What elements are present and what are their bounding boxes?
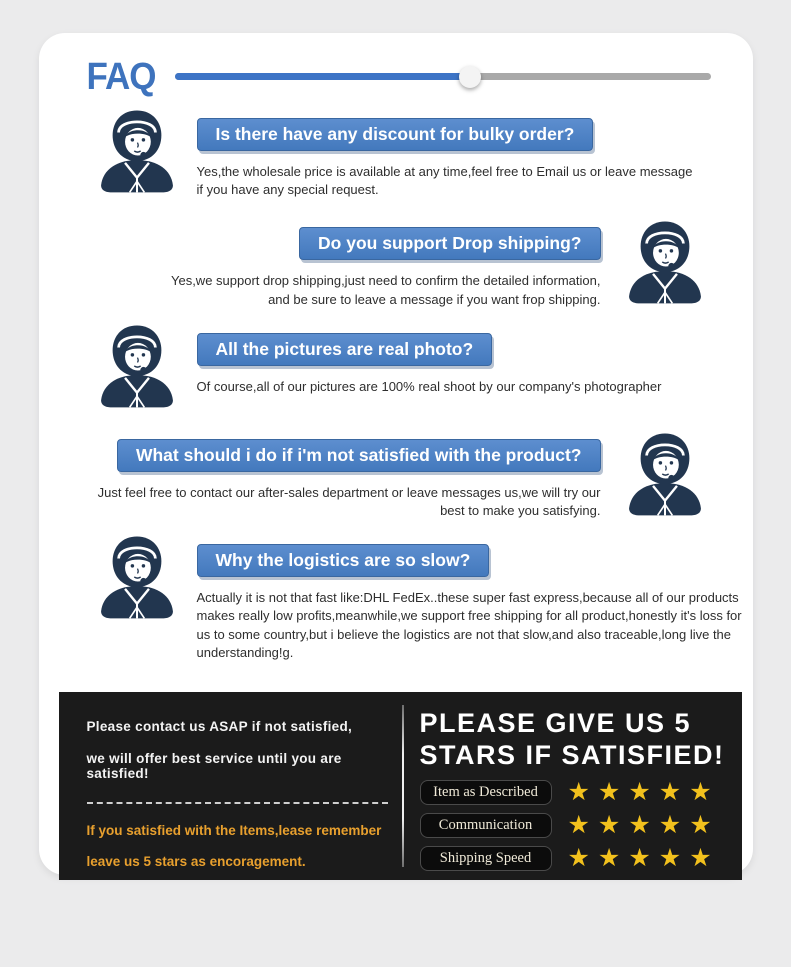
question-button-5[interactable]: Why the logistics are so slow? (197, 544, 490, 577)
star-icon: ★ (628, 777, 659, 806)
support-agent-icon (617, 427, 713, 519)
rating-title-line-2: STARS IF SATISFIED! (419, 740, 725, 771)
service-line-4: leave us 5 stars as encoragement. (86, 853, 306, 869)
rating-stars (567, 810, 720, 839)
question-button-3[interactable]: All the pictures are real photo? (197, 333, 493, 366)
star-icon: ★ (658, 810, 690, 839)
rating-row (420, 777, 732, 806)
question-button-1[interactable]: Is there have any discount for bulky order? (197, 118, 594, 151)
rating-row (420, 810, 732, 839)
star-icon: ★ (567, 843, 598, 872)
service-line-2: we will offer best service until you are satisfied! (86, 750, 342, 781)
answer-text-5: Actually it is not that fast like:DHL FedEx..these super fast express,because all of our products makes really low profits,meanwhile,we support free shipping for all product,honestly it's loss for us to some country,but i believe the logistics are not that slow,and also traceable,long live the understanding!g. (196, 590, 742, 660)
answer-text-3: Of course,all of our pictures are 100% real shoot by our company's photographer (196, 378, 662, 394)
rating-label-shipping-speed: Shipping Speed (420, 846, 552, 871)
service-line-1: Please contact us ASAP if not satisfied, (86, 718, 353, 734)
support-agent-icon (89, 104, 185, 196)
rating-title-line-1: PLEASE GIVE US 5 (419, 707, 692, 738)
service-message-panel (59, 692, 402, 880)
faq-header (39, 33, 753, 98)
rating-stars (567, 777, 720, 806)
rating-panel (404, 692, 742, 880)
answer-text-1: Yes,the wholesale price is available at any time,feel free to Email us or leave message if you have any special request. (196, 164, 693, 198)
star-icon: ★ (658, 843, 690, 872)
rating-label-item-described: Item as Described (420, 780, 552, 805)
star-icon: ★ (689, 843, 720, 872)
answer-text-4: Just feel free to contact our after-sales department or leave messages us,we will try our best to make you satisfying. (97, 484, 601, 518)
star-icon: ★ (567, 810, 598, 839)
star-icon: ★ (628, 810, 659, 839)
slider-fill (175, 73, 469, 80)
support-agent-icon (89, 530, 185, 622)
faq-card (39, 33, 753, 875)
faq-item-5 (39, 530, 753, 662)
rating-title (420, 707, 732, 772)
page-title: FAQ (86, 55, 156, 98)
star-icon: ★ (597, 843, 629, 872)
support-agent-icon (89, 319, 185, 411)
dashed-divider (87, 802, 388, 804)
rating-label-communication: Communication (420, 813, 552, 838)
question-button-2[interactable]: Do you support Drop shipping? (299, 227, 600, 260)
rating-stars (567, 843, 720, 872)
star-icon: ★ (567, 777, 598, 806)
faq-item-4 (39, 425, 753, 520)
star-icon: ★ (597, 777, 629, 806)
star-icon: ★ (689, 810, 720, 839)
star-icon: ★ (628, 843, 659, 872)
star-icon: ★ (689, 777, 720, 806)
faq-item-3 (39, 319, 753, 411)
faq-item-1 (39, 104, 753, 199)
answer-text-2: Yes,we support drop shipping,just need to confirm the detailed information, and be sure to leave a message if you want frop shipping. (170, 273, 601, 307)
support-agent-icon (617, 215, 713, 307)
service-line-3: If you satisfied with the Items,lease remember (86, 822, 382, 838)
progress-slider[interactable] (175, 73, 710, 80)
star-icon: ★ (658, 777, 690, 806)
question-button-4[interactable]: What should i do if i'm not satisfied with the product? (117, 439, 601, 472)
service-banner (59, 692, 742, 880)
slider-knob-handle[interactable] (459, 66, 481, 88)
faq-item-2 (39, 213, 753, 308)
rating-row (420, 843, 732, 872)
star-icon: ★ (597, 810, 629, 839)
